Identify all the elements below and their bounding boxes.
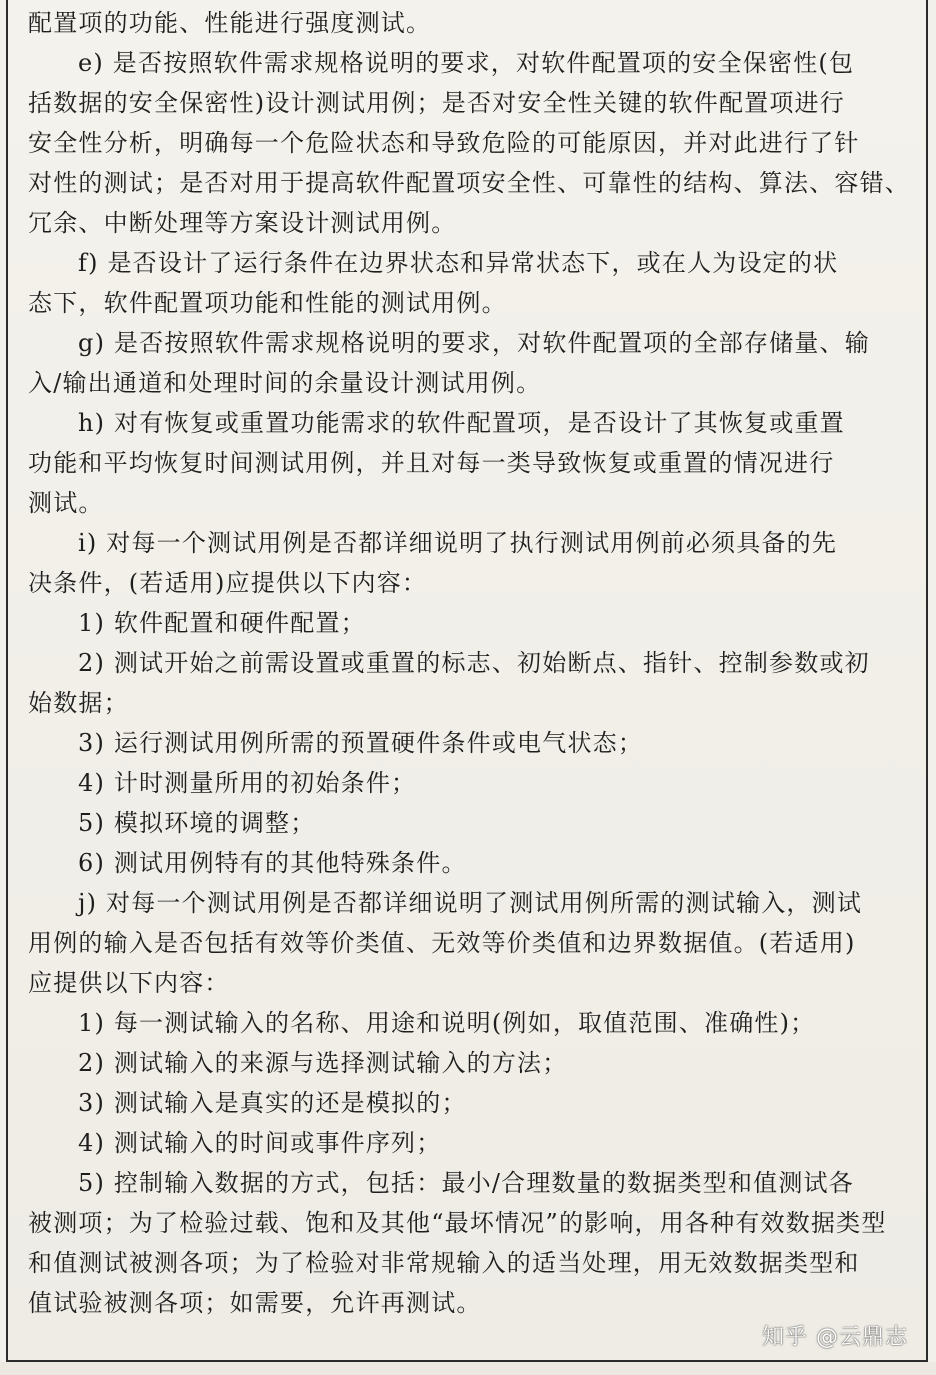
text-line: 1) 每一测试输入的名称、用途和说明(例如，取值范围、准确性)；	[78, 1009, 816, 1037]
text-line: 配置项的功能、性能进行强度测试。	[28, 9, 432, 37]
text-line: 括数据的安全保密性)设计测试用例；是否对安全性关键的软件配置项进行	[28, 89, 845, 117]
text-line: 应提供以下内容：	[28, 969, 230, 997]
text-line: 和值测试被测各项；为了检验对非常规输入的适当处理，用无效数据类型和	[28, 1249, 860, 1277]
text-line: 测试。	[28, 489, 104, 517]
text-line: 入/输出通道和处理时间的余量设计测试用例。	[28, 369, 542, 397]
page-bottom-margin	[0, 1362, 936, 1375]
text-line: 5) 控制输入数据的方式，包括：最小/合理数量的数据类型和值测试各	[78, 1169, 854, 1197]
text-line: 用例的输入是否包括有效等价类值、无效等价类值和边界数据值。(若适用)	[28, 929, 856, 957]
text-line: 3) 测试输入是真实的还是模拟的；	[78, 1089, 467, 1117]
text-line: 始数据；	[28, 689, 129, 717]
text-line: 功能和平均恢复时间测试用例，并且对每一类导致恢复或重置的情况进行	[28, 449, 835, 477]
text-line: 2) 测试输入的来源与选择测试输入的方法；	[78, 1049, 568, 1077]
text-line: 3) 运行测试用例所需的预置硬件条件或电气状态；	[78, 729, 644, 757]
text-line: 被测项；为了检验过载、饱和及其他“最坏情况”的影响，用各种有效数据类型	[28, 1209, 887, 1237]
text-line: 冗余、中断处理等方案设计测试用例。	[28, 209, 457, 237]
text-line: 态下，软件配置项功能和性能的测试用例。	[28, 289, 507, 317]
text-line: 安全性分析，明确每一个危险状态和导致危险的可能原因，并对此进行了针	[28, 129, 860, 157]
text-line: j) 对每一个测试用例是否都详细说明了测试用例所需的测试输入，测试	[78, 889, 863, 917]
text-line: 2) 测试开始之前需设置或重置的标志、初始断点、指针、控制参数或初	[78, 649, 870, 677]
text-line: 6) 测试用例特有的其他特殊条件。	[78, 849, 467, 877]
document-page	[6, 0, 928, 1362]
text-line: i) 对每一个测试用例是否都详细说明了执行测试用例前必须具备的先	[78, 529, 838, 557]
text-line: 5) 模拟环境的调整；	[78, 809, 316, 837]
text-line: 1) 软件配置和硬件配置；	[78, 609, 366, 637]
text-line: 对性的测试；是否对用于提高软件配置项安全性、可靠性的结构、算法、容错、	[28, 169, 910, 197]
text-line: 4) 测试输入的时间或事件序列；	[78, 1129, 442, 1157]
text-line: e) 是否按照软件需求规格说明的要求，对软件配置项的安全保密性(包	[78, 49, 855, 77]
text-line: 4) 计时测量所用的初始条件；	[78, 769, 417, 797]
text-line: h) 对有恢复或重置功能需求的软件配置项，是否设计了其恢复或重置	[78, 409, 845, 437]
text-line: 决条件，(若适用)应提供以下内容：	[28, 569, 428, 597]
watermark: 知乎 @云鼎志	[762, 1325, 908, 1350]
text-line: f) 是否设计了运行条件在边界状态和异常状态下，或在人为设定的状	[78, 249, 839, 277]
text-line: 值试验被测各项；如需要，允许再测试。	[28, 1289, 482, 1317]
text-line: g) 是否按照软件需求规格说明的要求，对软件配置项的全部存储量、输	[78, 329, 870, 357]
